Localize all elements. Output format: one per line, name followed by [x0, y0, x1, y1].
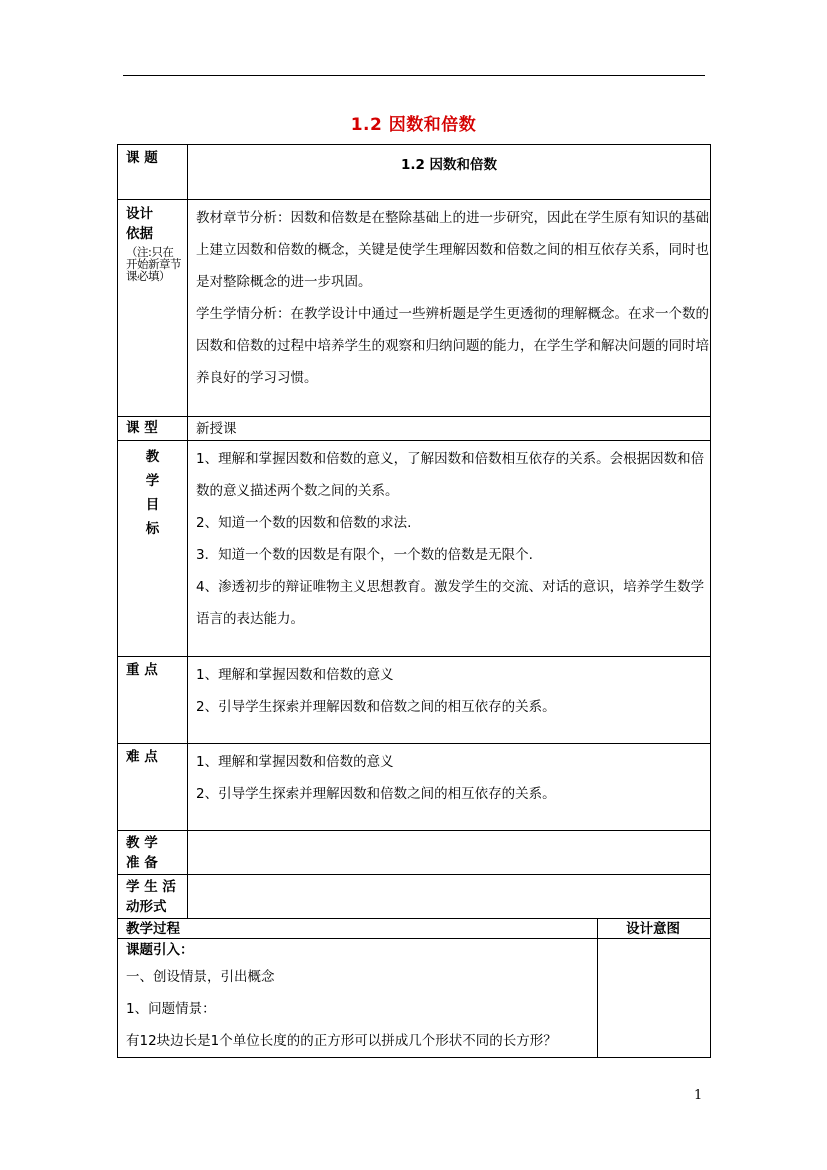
- intent-content: [598, 939, 711, 1058]
- difficulty-content: [188, 744, 711, 831]
- lesson-plan-table: [117, 144, 711, 1058]
- key-item: 1、理解和掌握因数和倍数的意义: [196, 667, 394, 683]
- intent-header: 设计意图: [598, 919, 711, 939]
- label-basis: 设计依据: [126, 206, 153, 242]
- label-key: 重 点: [118, 657, 188, 744]
- document-title: 1.2 因数和倍数: [350, 115, 477, 135]
- prep-content: [188, 831, 711, 875]
- process-line: 一、创设情景，引出概念: [126, 969, 275, 985]
- goal-item: 1、理解和掌握因数和倍数的意义，了解因数和倍数相互依存的关系。会根据因数和倍数的意义描述两个数之间的关系。: [196, 451, 705, 499]
- goal-item: 4、渗透初步的辩证唯物主义思想教育。激发学生的交流、对话的意识，培养学生数学语言的表达能力。: [196, 579, 705, 627]
- label-difficulty: 难 点: [118, 744, 188, 831]
- label-prep: [118, 831, 188, 875]
- difficulty-item: 2、引导学生探索并理解因数和倍数之间的相互依存的关系。: [196, 786, 556, 802]
- row-process-header: [118, 919, 711, 939]
- row-prep: [118, 831, 711, 875]
- goals-content: [188, 441, 711, 657]
- student-analysis: 学生学情分析：在教学设计中通过一些辨析题是学生更透彻的理解概念。在求一个数的因数和倍数的过程中培养学生的观察和归纳问题的能力，在学生学和解决问题的同时培养良好的学习习惯。: [196, 306, 709, 386]
- label-prep-2: 准 备: [126, 855, 158, 871]
- topic-value: 1.2 因数和倍数: [188, 145, 711, 200]
- label-activity: [118, 875, 188, 919]
- row-activity: [118, 875, 711, 919]
- label-basis-cell: [118, 200, 188, 417]
- label-prep-1: 教 学: [126, 835, 158, 851]
- textbook-analysis: 教材章节分析：因数和倍数是在整除基础上的进一步研究，因此在学生原有知识的基础上建立因数和倍数的概念，关键是使学生理解因数和倍数之间的相互依存关系，同时也是对整除概念的进一步巩固。: [196, 210, 709, 290]
- label-goals-2: 学: [145, 473, 160, 489]
- row-key: [118, 657, 711, 744]
- process-line: 课题引入：: [126, 942, 194, 958]
- label-type: 课 型: [118, 417, 188, 441]
- process-content: [118, 939, 598, 1058]
- label-goals-1: 教: [145, 449, 160, 465]
- goal-item: 3．知道一个数的因数是有限个，一个数的倍数是无限个.: [196, 547, 533, 563]
- label-basis-note: （注:只在开始新章节课必填）: [126, 245, 181, 283]
- goal-item: 2、知道一个数的因数和倍数的求法.: [196, 515, 412, 531]
- process-header: 教学过程: [118, 919, 598, 939]
- row-type: [118, 417, 711, 441]
- label-activity-1: 学 生 活: [126, 879, 176, 895]
- process-line: 有12块边长是1个单位长度的的正方形可以拼成几个形状不同的长方形？: [126, 1033, 557, 1049]
- difficulty-item: 1、理解和掌握因数和倍数的意义: [196, 754, 394, 770]
- label-goals-3: 目: [145, 497, 160, 513]
- key-content: [188, 657, 711, 744]
- label-activity-2: 动形式: [126, 899, 167, 915]
- type-value: 新授课: [188, 417, 711, 441]
- header-rule: [123, 75, 705, 76]
- page-number: 1: [694, 1088, 703, 1103]
- row-goals: [118, 441, 711, 657]
- process-line: 1、问题情景：: [126, 1001, 216, 1017]
- label-goals: [118, 441, 188, 657]
- label-goals-4: 标: [145, 521, 160, 537]
- basis-content: [188, 200, 711, 417]
- activity-content: [188, 875, 711, 919]
- row-process: [118, 939, 711, 1058]
- label-topic: 课 题: [118, 145, 188, 200]
- row-difficulty: [118, 744, 711, 831]
- row-topic: [118, 145, 711, 200]
- row-basis: [118, 200, 711, 417]
- key-item: 2、引导学生探索并理解因数和倍数之间的相互依存的关系。: [196, 699, 556, 715]
